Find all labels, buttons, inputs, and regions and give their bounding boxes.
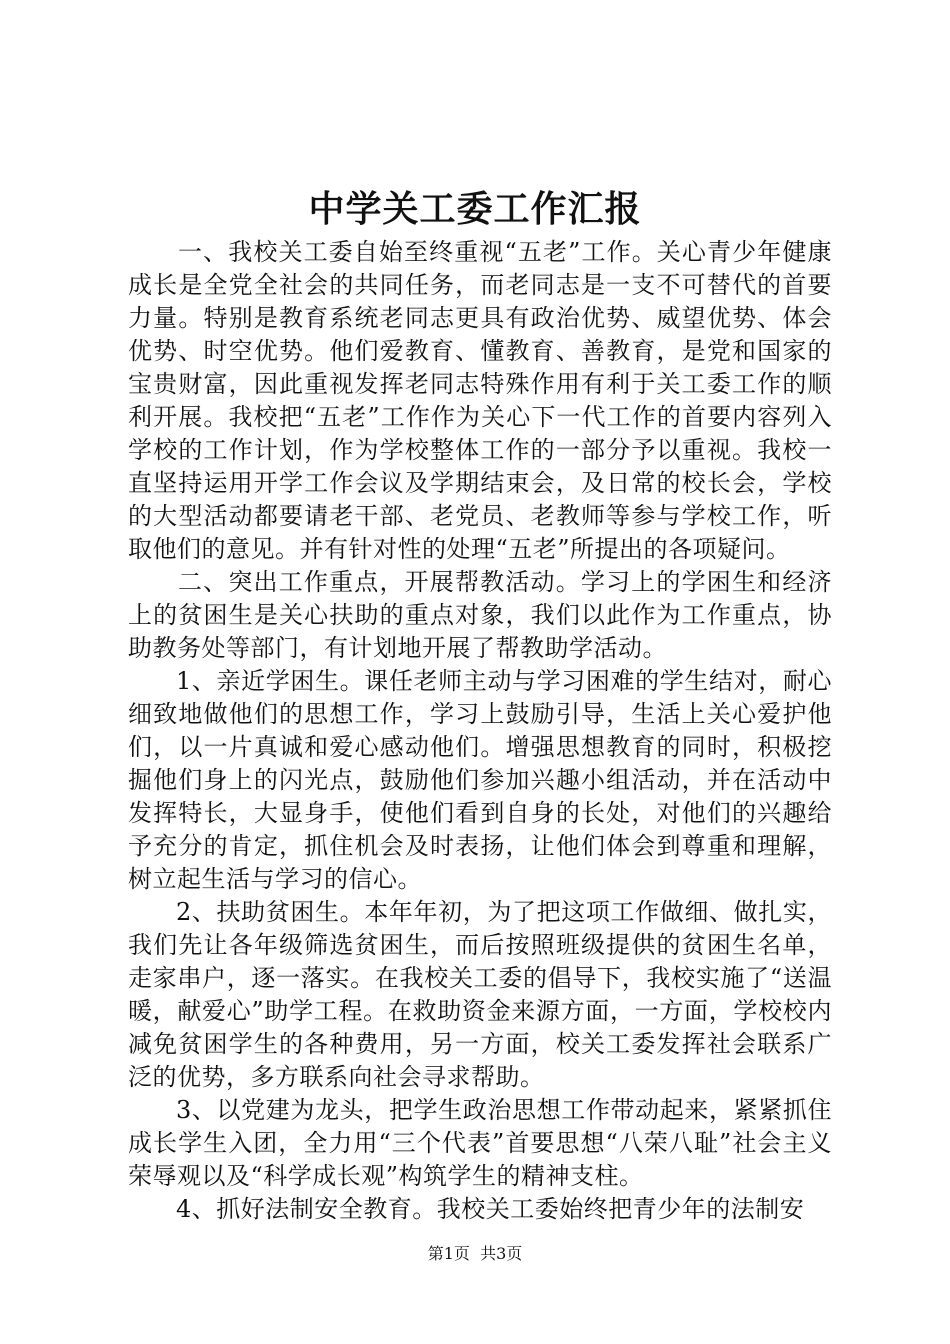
paragraph-1: 一、我校关工委自始至终重视“五老”工作。关心青少年健康成长是全党全社会的共同任务，而老同志是一支不可替代的首要力量。特别是教育系统老同志更具有政治优势、威望优势、体会优势、时空优势。他们爱教育、懂教育、善教育，是党和国家的宝贵财富，因此重视发挥老同志特殊作用有利于关工委工作的顺利开展。我校把“五老”工作作为关心下一代工作的首要内容列入学校的工作计划，作为学校整体工作的一部分予以重视。我校一直坚持运用开学工作会议及学期结束会，及日常的校长会，学校的大型活动都要请老干部、老党员、老教师等参与学校工作，听取他们的意见。并有针对性的处理“五老”所提出的各项疑问。 <box>128 238 832 563</box>
paragraph-4: 2、扶助贫困生。本年年初，为了把这项工作做细、做扎实，我们先让各年级筛选贫困生，而后按照班级提供的贫困生名单，走家串户，逐一落实。在我校关工委的倡导下，我校实施了“送温暖，献爱心”助学工程。在救助资金来源方面，一方面，学校校内减免贫困学生的各种费用，另一方面，校关工委发挥社会联系广泛的优势，多方联系向社会寻求帮助。 <box>128 898 832 1091</box>
page-total: 共3页 <box>480 1244 523 1263</box>
paragraph-6: 4、抓好法制安全教育。我校关工委始终把青少年的法制安 <box>176 1195 805 1223</box>
paragraph-5: 3、以党建为龙头，把学生政治思想工作带动起来，紧紧抓住成长学生入团，全力用“三个代表”首要思想“八荣八耻”社会主义荣辱观以及“科学成长观”构筑学生的精神支柱。 <box>128 1096 832 1190</box>
paragraph-3: 1、亲近学困生。课任老师主动与学习困难的学生结对，耐心细致地做他们的思想工作，学习上鼓励引导，生活上关心爱护他们，以一片真诚和爱心感动他们。增强思想教育的同时，积极挖掘他们身上的闪光点，鼓励他们参加兴趣小组活动，并在活动中发挥特长，大显身手，使他们看到自身的长处，对他们的兴趣给予充分的肯定，抓住机会及时表扬，让他们体会到尊重和理解，树立起生活与学习的信心。 <box>128 667 832 893</box>
document-body <box>128 236 832 1226</box>
page-footer <box>0 1244 950 1264</box>
paragraph-2: 二、突出工作重点，开展帮教活动。学习上的学困生和经济上的贫困生是关心扶助的重点对象，我们以此作为工作重点，协助教务处等部门，有计划地开展了帮教助学活动。 <box>128 568 832 662</box>
page-number: 第1页 <box>427 1244 470 1263</box>
document-title: 中学关工委工作汇报 <box>308 188 642 230</box>
